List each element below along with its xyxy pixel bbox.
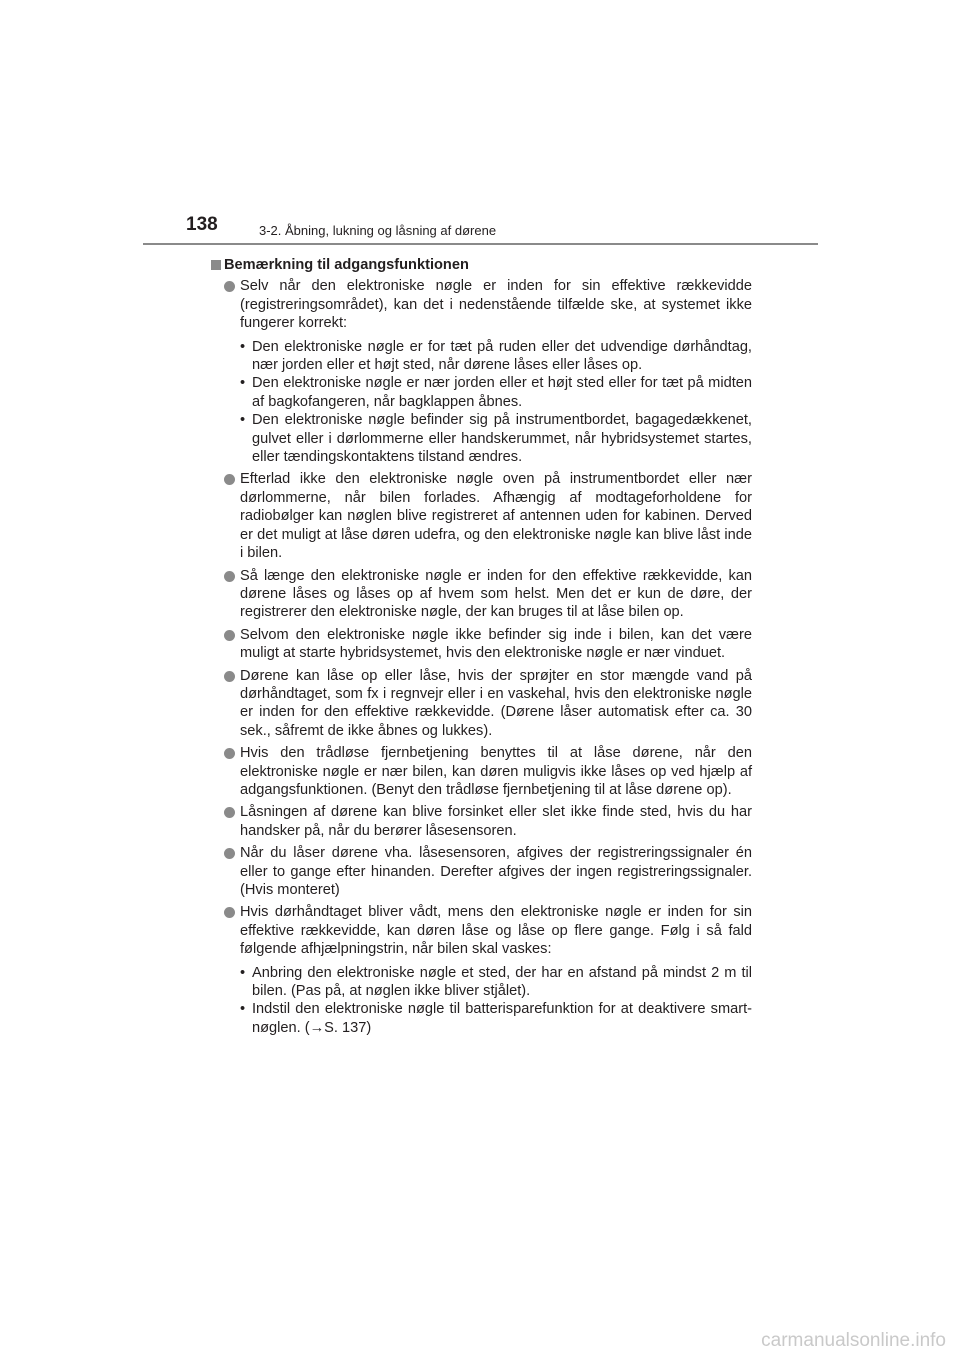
sub-list-item-text: Den elektroniske nøgle er nær jorden eller et højt sted eller for tæt på midten af bagkofangeren, når bagklappen åbnes.	[252, 375, 752, 410]
sub-list-item	[211, 338, 752, 375]
circle-bullet-icon	[224, 571, 235, 582]
sub-list-item	[211, 411, 752, 466]
list-item	[211, 903, 752, 958]
circle-bullet-icon	[224, 474, 235, 485]
sub-list-item-text: Indstil den elektroniske nøgle til batterisparefunktion for at deaktivere smart-nøglen. (→S. 137)	[252, 1001, 752, 1036]
sub-list	[211, 964, 752, 1038]
section-heading	[211, 256, 752, 274]
sub-list	[211, 338, 752, 467]
circle-bullet-icon	[224, 630, 235, 641]
list-item	[211, 803, 752, 840]
list-item-text: Så længe den elektroniske nøgle er inden for den effektive rækkevidde, kan dørene låses og låses op af hvem som helst. Men det er kun de døre, der registrerer den elektroniske nøgle, der kan bruges til at låse bilen op.	[240, 567, 752, 621]
sub-list-item	[211, 1000, 752, 1037]
sub-list-item	[211, 964, 752, 1001]
dot-bullet-icon: •	[240, 964, 246, 981]
list-item	[211, 567, 752, 622]
list-item	[211, 470, 752, 562]
section-heading-text: Bemærkning til adgangsfunktionen	[224, 257, 469, 273]
list-item-text: Hvis den trådløse fjernbetjening benyttes til at låse dørene, når den elektroniske nøgle er nær bilen, kan døren muligvis ikke låses op ved hjælp af adgangsfunktionen. (Benyt den trådløse fjernbetjening til at låse dørene op).	[240, 745, 752, 798]
list-item-text: Låsningen af dørene kan blive forsinket eller slet ikke finde sted, hvis du har handsker på, når du berører låsesensoren.	[240, 804, 752, 839]
sub-list-item	[211, 374, 752, 411]
dot-bullet-icon: •	[240, 412, 246, 429]
list-item	[211, 626, 752, 663]
dot-bullet-icon: •	[240, 375, 246, 392]
list-item	[211, 844, 752, 899]
circle-bullet-icon	[224, 748, 235, 759]
sub-list-item-text: Anbring den elektroniske nøgle et sted, der har en afstand på mindst 2 m til bilen. (Pas på, at nøglen ikke bliver stjålet).	[252, 964, 752, 1000]
list-item-text: Hvis dørhåndtaget bliver vådt, mens den elektroniske nøgle er inden for sin effektive rækkevidde, kan døren låse og låse op flere gange. Følg i så fald følgende afhjælpningstrin, når bilen skal vaskes:	[240, 904, 752, 958]
circle-bullet-icon	[224, 281, 235, 292]
list-item	[211, 667, 752, 741]
page-header	[186, 214, 746, 244]
page-number: 138	[186, 214, 218, 235]
sub-list-item-text: Den elektroniske nøgle befinder sig på instrumentbordet, bagagedækkenet, gulvet eller i dørlommerne eller handskerummet, når hybridsystemet startes, eller tændingskontaktens tilstand ændres.	[252, 412, 752, 466]
list-item-text: Efterlad ikke den elektroniske nøgle oven på instrumentbordet eller nær dørlommerne, når bilen forlades. Afhængig af modtageforholdene for radiobølger kan nøglen blive registreret af antennen uden for kabinen. Derved er det muligt at låse døren udefra, og den elektroniske nøgle kan blive låst inde i bilen.	[240, 471, 752, 562]
list-item-text: Selvom den elektroniske nøgle ikke befinder sig inde i bilen, kan det være muligt at starte hybridsystemet, hvis den elektroniske nøgle er nær vinduet.	[240, 626, 752, 662]
list-item-text: Selv når den elektroniske nøgle er inden for sin effektive rækkevidde (registreringsområdet), kan det i nedenstående tilfælde ske, at systemet ikke fungerer korrekt:	[240, 278, 752, 332]
list-item-text: Dørene kan låse op eller låse, hvis der sprøjter en stor mængde vand på dørhåndtaget, som fx i regnvejr eller i en vaskehal, hvis den elektroniske nøgle er inden for den effektive rækkevidde. (Dørene låser automatisk efter ca. 30 sek., såfremt de ikke åbnes og lukkes).	[240, 667, 752, 739]
square-bullet-icon	[211, 260, 221, 270]
header-divider	[143, 243, 818, 245]
list-item-text: Når du låser dørene vha. låsesensoren, afgives der registreringssignaler én eller to gange efter hinanden. Derefter afgives der ingen registreringssignaler. (Hvis monteret)	[240, 845, 752, 898]
circle-bullet-icon	[224, 807, 235, 818]
section-title: 3-2. Åbning, lukning og låsning af dørene	[259, 223, 497, 238]
page-content	[211, 256, 752, 1041]
circle-bullet-icon	[224, 671, 235, 682]
list-item	[211, 277, 752, 332]
circle-bullet-icon	[224, 848, 235, 859]
watermark: carmanualsonline.info	[761, 1330, 946, 1351]
circle-bullet-icon	[224, 907, 235, 918]
dot-bullet-icon: •	[240, 1001, 246, 1018]
dot-bullet-icon: •	[240, 338, 246, 355]
list-item	[211, 744, 752, 799]
sub-list-item-text: Den elektroniske nøgle er for tæt på ruden eller det udvendige dørhåndtag, nær jorden eller et højt sted, når dørene låses eller låses op.	[252, 338, 752, 374]
